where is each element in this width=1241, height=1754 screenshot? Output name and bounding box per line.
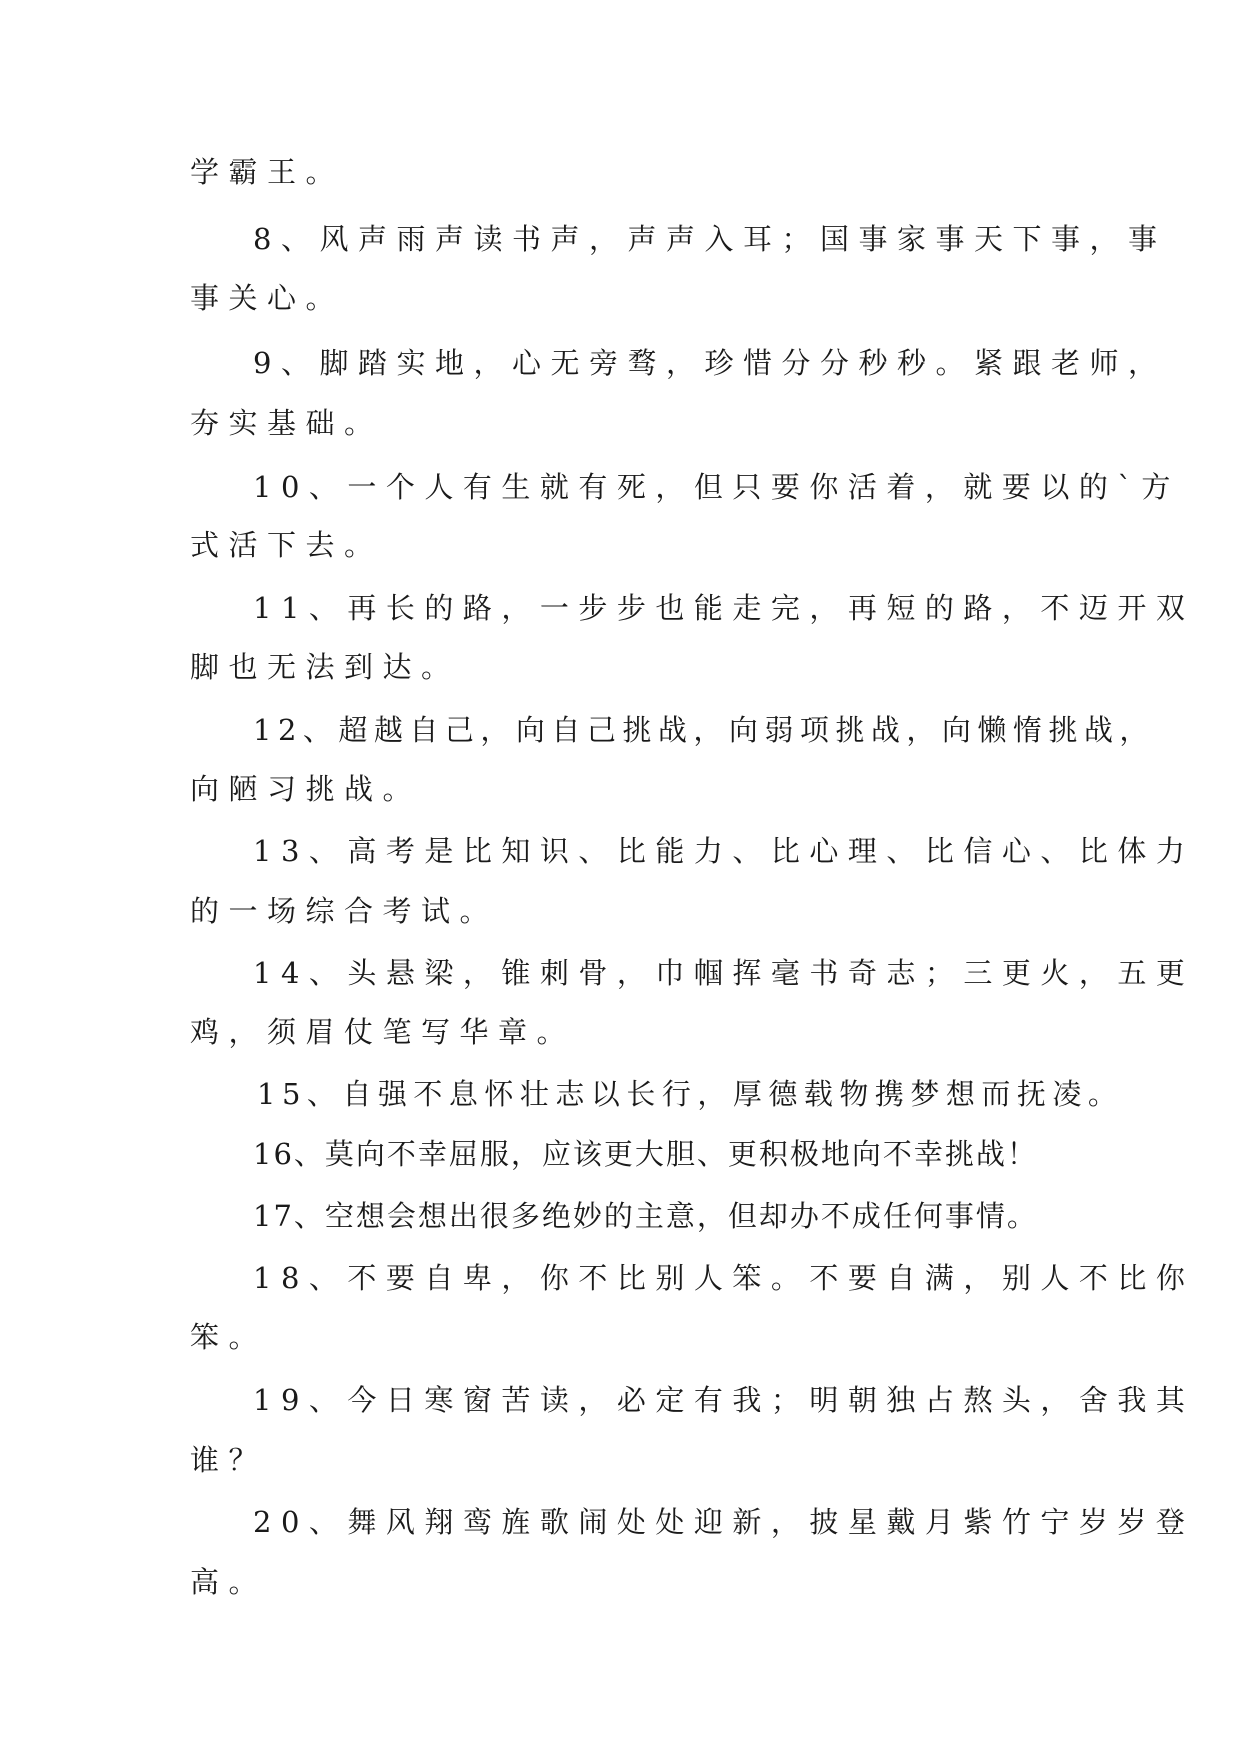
- text-line: 9、脚踏实地，心无旁骛，珍惜分分秒秒。紧跟老师，: [253, 346, 1167, 380]
- text-line: 8、风声雨声读书声，声声入耳；国事家事天下事，事: [253, 222, 1167, 256]
- text-line: 20、舞风翔鸾旌歌闹处处迎新，披星戴月紫竹宁岁岁登: [253, 1505, 1195, 1539]
- text-line: 19、今日寒窗苦读，必定有我；明朝独占熬头，舍我其: [253, 1383, 1195, 1417]
- text-line: 向陋习挑战。: [190, 772, 422, 806]
- text-line: 学霸王。: [190, 155, 345, 189]
- text-line: 谁？: [190, 1443, 268, 1477]
- text-line: 的一场综合考试。: [190, 894, 499, 928]
- text-line: 脚也无法到达。: [190, 650, 460, 684]
- text-line: 式活下去。: [190, 528, 383, 562]
- text-line: 18、不要自卑，你不比别人笨。不要自满，别人不比你: [253, 1261, 1195, 1295]
- text-line: 16、莫向不幸屈服，应该更大胆、更积极地向不幸挑战！: [253, 1137, 1038, 1171]
- text-line: 14、头悬梁，锥刺骨，巾帼挥毫书奇志；三更火，五更: [253, 956, 1195, 990]
- text-line: 笨。: [190, 1320, 268, 1354]
- text-line: 17、空想会想出很多绝妙的主意，但却办不成任何事情。: [253, 1199, 1038, 1233]
- text-line: 15、自强不息怀壮志以长行，厚德载物携梦想而抚凌。: [257, 1077, 1124, 1111]
- text-line: 11、再长的路，一步步也能走完，再短的路，不迈开双: [253, 591, 1195, 625]
- text-line: 高。: [190, 1565, 268, 1599]
- text-line: 夯实基础。: [190, 406, 383, 440]
- text-line: 鸡，须眉仗笔写华章。: [190, 1015, 576, 1049]
- text-line: 10、一个人有生就有死，但只要你活着，就要以的`方: [253, 470, 1180, 504]
- text-line: 事关心。: [190, 281, 345, 315]
- text-line: 13、高考是比知识、比能力、比心理、比信心、比体力: [253, 834, 1195, 868]
- text-line: 12、超越自己，向自己挑战，向弱项挑战，向懒惰挑战，: [253, 713, 1155, 747]
